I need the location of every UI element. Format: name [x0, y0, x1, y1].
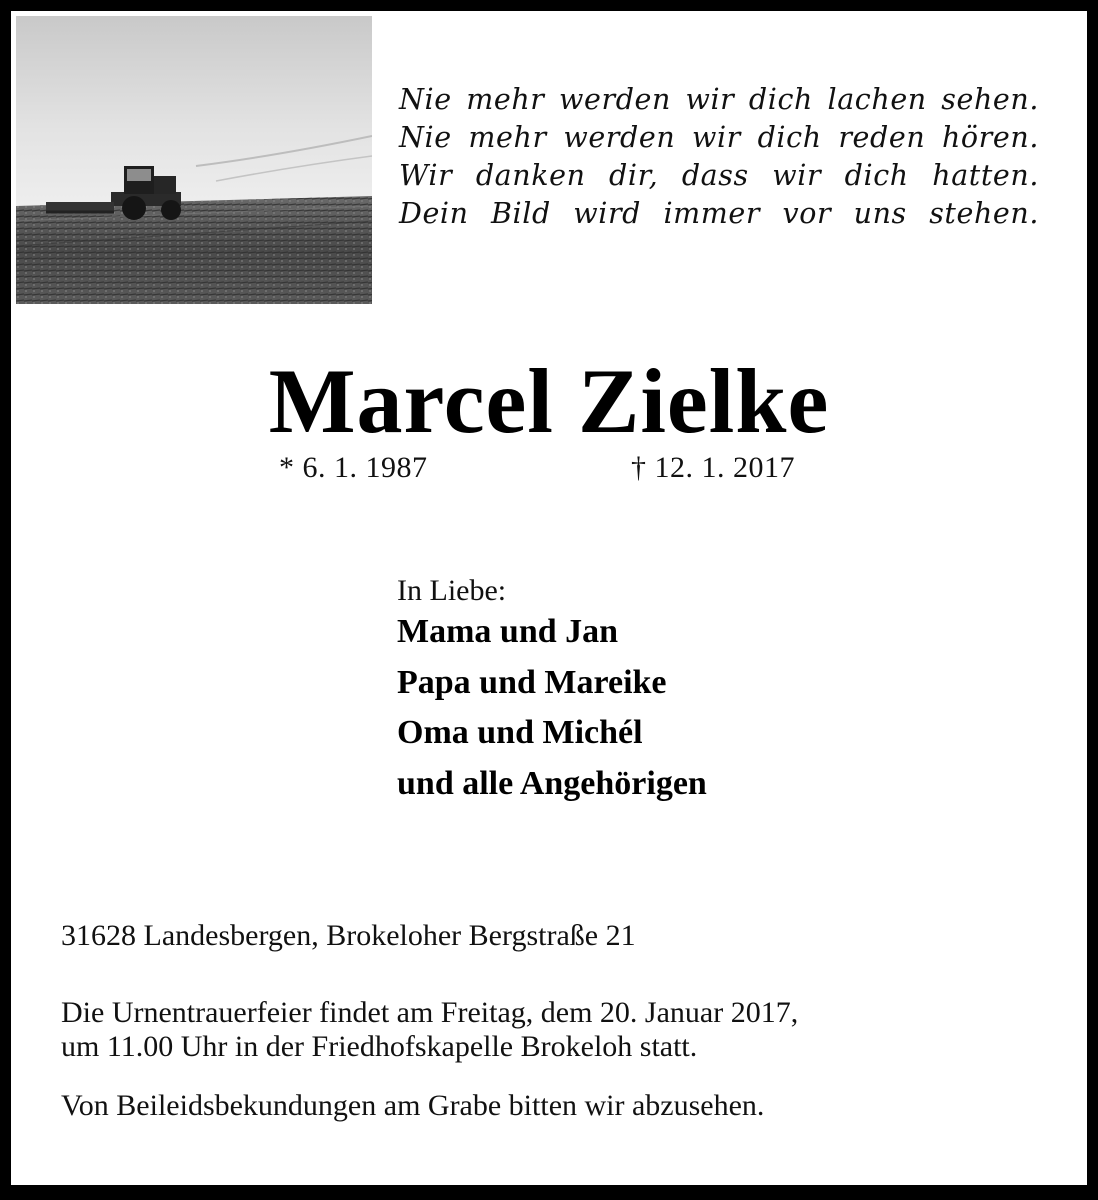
mourner-name: Mama und Jan: [397, 613, 619, 650]
birth-date: * 6. 1. 1987: [279, 451, 428, 484]
mourner-name: Oma und Michél: [397, 714, 643, 751]
service-info: [61, 996, 1041, 1064]
poem-line: Nie mehr werden wir dich lachen sehen.: [399, 83, 1039, 116]
family-address: 31628 Landesbergen, Brokeloher Bergstraße 21: [61, 919, 636, 952]
mourner-name: und alle Angehörigen: [397, 764, 707, 802]
death-date: † 12. 1. 2017: [631, 451, 795, 484]
mourners-intro: In Liebe:: [397, 574, 507, 607]
service-line: Die Urnentrauerfeier findet am Freitag, dem 20. Januar 2017,: [61, 996, 799, 1029]
service-line: um 11.00 Uhr in der Friedhofskapelle Brokeloh statt.: [61, 1030, 698, 1063]
obituary-notice: [11, 11, 1087, 1185]
poem-line: Nie mehr werden wir dich reden hören.: [399, 121, 1039, 154]
tractor-field-photo: [16, 16, 372, 304]
poem-line: Wir danken dir, dass wir dich hatten.: [399, 159, 1039, 192]
mourner-name: Papa und Mareike: [397, 663, 667, 701]
memorial-poem: [399, 81, 1039, 233]
condolence-note: Von Beileidsbekundungen am Grabe bitten wir abzusehen.: [61, 1089, 765, 1122]
poem-line: Dein Bild wird immer vor uns stehen.: [399, 197, 1039, 230]
mourners-list: [397, 607, 707, 809]
deceased-name: Marcel Zielke: [268, 350, 830, 452]
